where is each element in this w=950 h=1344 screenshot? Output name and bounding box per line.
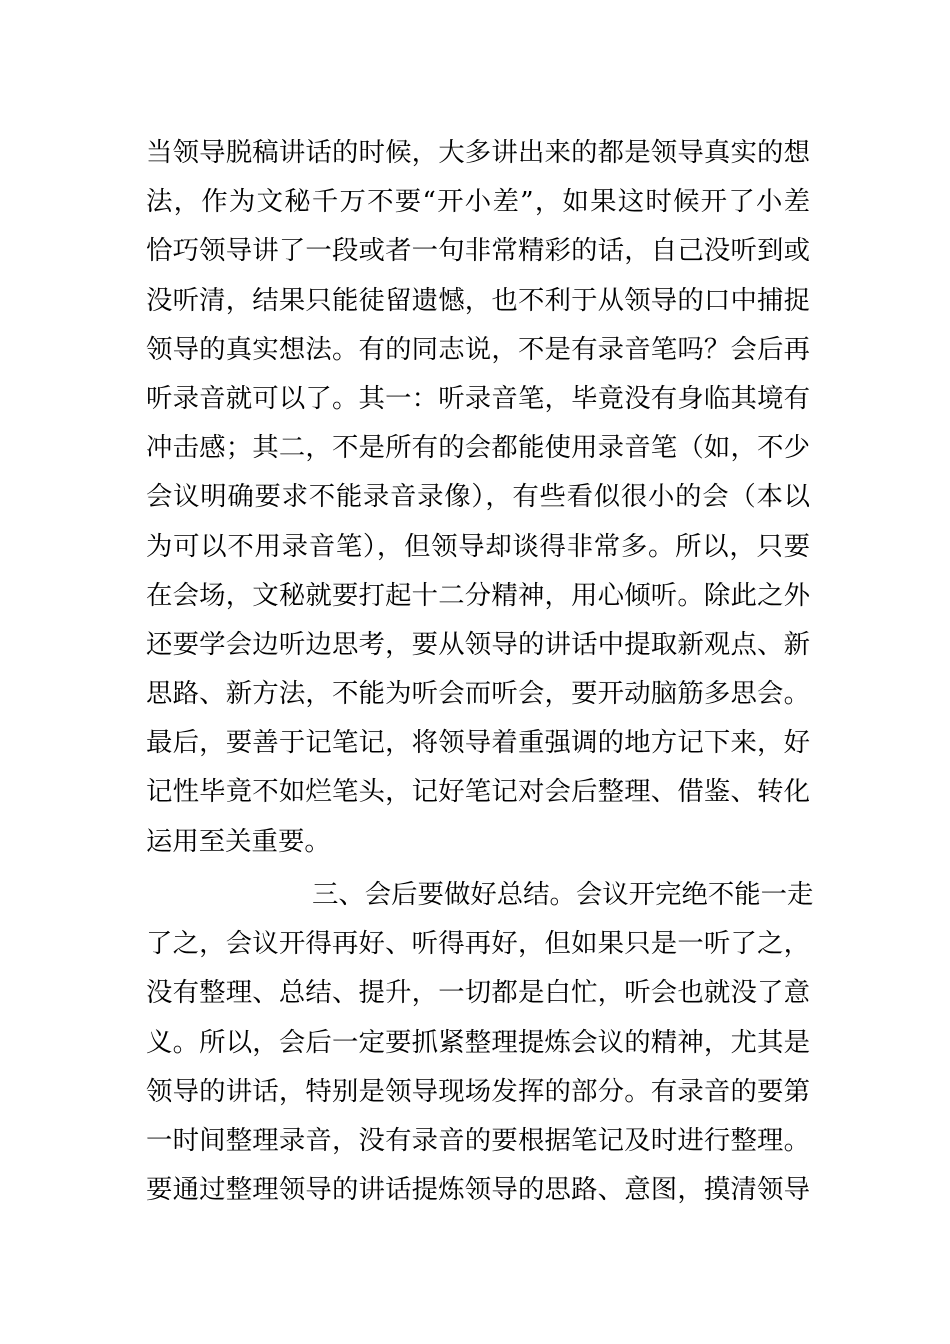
- text-line: 要通过整理领导的讲话提炼领导的思路、意图，摸清领导: [146, 1174, 810, 1206]
- text-line: 没听清，结果只能徒留遗憾，也不利于从领导的口中捕捉: [146, 284, 810, 316]
- text-line: 冲击感；其二，不是所有的会都能使用录音笔（如，不少: [146, 432, 810, 464]
- text-line: 会议明确要求不能录音录像），有些看似很小的会（本以: [146, 481, 810, 513]
- text-line: 思路、新方法，不能为听会而听会，要开动脑筋多思会。: [146, 678, 810, 710]
- text-line: 在会场，文秘就要打起十二分精神，用心倾听。除此之外: [146, 579, 810, 611]
- text-line: 没有整理、总结、提升，一切都是白忙，听会也就没了意: [146, 977, 810, 1009]
- text-line: 法，作为文秘千万不要“开小差”，如果这时候开了小差: [146, 186, 810, 218]
- paragraph-section-three: [146, 870, 814, 1214]
- text-line: 最后，要善于记笔记，将领导着重强调的地方记下来，好: [146, 727, 810, 759]
- text-line: 义。所以，会后一定要抓紧整理提炼会议的精神，尤其是: [146, 1026, 810, 1058]
- text-line: 为可以不用录音笔），但领导却谈得非常多。所以，只要: [146, 530, 810, 562]
- text-line: 当领导脱稿讲话的时候，大多讲出来的都是领导真实的想: [146, 137, 810, 168]
- text-line: 还要学会边听边思考，要从领导的讲话中提取新观点、新: [146, 628, 810, 660]
- text-line: 听录音就可以了。其一：听录音笔，毕竟没有身临其境有: [146, 382, 810, 414]
- section-heading-line: 三、会后要做好总结。会议开完绝不能一走: [312, 879, 814, 910]
- paragraph-note-taking: [146, 128, 810, 866]
- text-line: 一时间整理录音，没有录音的要根据笔记及时进行整理。: [146, 1124, 810, 1156]
- text-line: 领导的讲话，特别是领导现场发挥的部分。有录音的要第: [146, 1075, 810, 1107]
- text-line: 运用至关重要。: [146, 825, 331, 857]
- text-line: 记性毕竟不如烂笔头，记好笔记对会后整理、借鉴、转化: [146, 776, 810, 808]
- text-line: 恰巧领导讲了一段或者一句非常精彩的话，自己没听到或: [146, 235, 810, 267]
- text-line: 领导的真实想法。有的同志说，不是有录音笔吗？会后再: [146, 333, 810, 365]
- text-line: 了之，会议开得再好、听得再好，但如果只是一听了之，: [146, 928, 810, 960]
